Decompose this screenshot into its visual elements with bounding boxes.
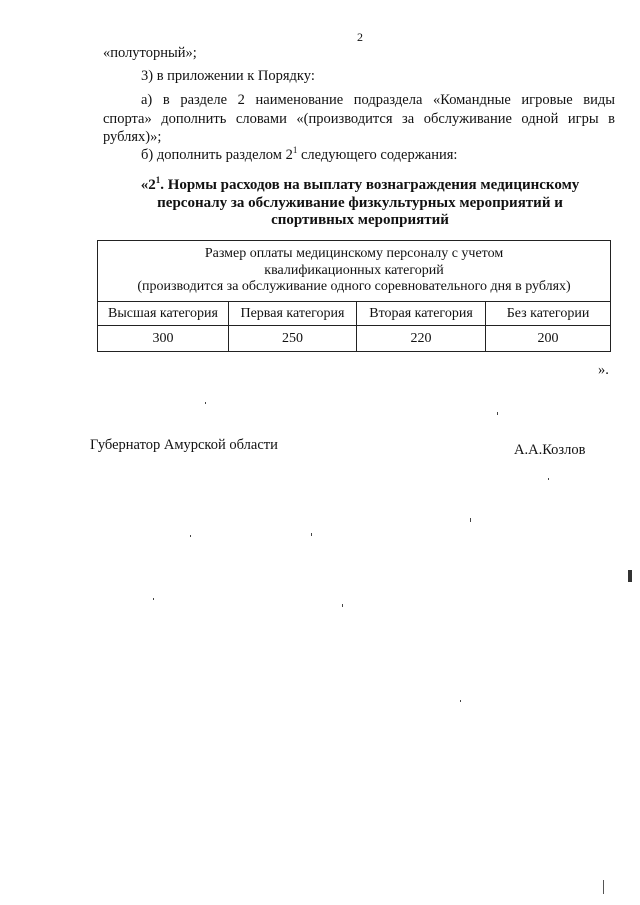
scan-edge-mark [628, 570, 632, 582]
scan-edge-mark [603, 880, 610, 894]
paragraph-item-b-text-end: следующего содержания: [297, 147, 458, 163]
signature-name: А.А.Козлов [514, 442, 586, 458]
table-header-line1: Размер оплаты медицинскому персоналу с учетом [204, 246, 504, 262]
scan-speck [470, 518, 471, 522]
scan-speck [190, 535, 191, 537]
closing-quote: ». [598, 362, 609, 378]
paragraph-item-b-text: б) дополнить разделом 2 [141, 147, 293, 163]
scan-speck [311, 533, 312, 536]
page-number: 2 [357, 30, 363, 44]
section-title [100, 177, 620, 230]
paragraph-item-a-line3: рублях)»; [103, 129, 162, 145]
section-title-line1 [100, 177, 620, 195]
table-row [98, 326, 611, 352]
table-header-line2: квалификационных категорий [264, 262, 444, 278]
scan-speck [497, 412, 498, 415]
paragraph-item-b [141, 147, 457, 164]
paragraph-item-a-line2: спорта» дополнить словами «(производится за обслуживание одной игры в [103, 111, 615, 127]
superscript-one: 1 [292, 145, 298, 155]
signature-position: Губернатор Амурской области [90, 437, 278, 453]
column-header-none: Без категории [486, 302, 611, 326]
section-title-line3: спортивных мероприятий [271, 212, 449, 228]
column-header-second: Вторая категория [357, 302, 486, 326]
paragraph-item-3: 3) в приложении к Порядку: [141, 68, 315, 84]
value-highest: 300 [98, 326, 229, 352]
table-header-line3: (производится за обслуживание одного соревновательного дня в рублях) [137, 279, 571, 295]
scan-speck [342, 604, 343, 607]
table-column-headers [98, 302, 611, 326]
scan-speck [548, 478, 549, 480]
paragraph-continuation: «полуторный»; [103, 45, 197, 61]
section-title-superscript: 1 [155, 175, 161, 185]
norms-table [97, 240, 611, 352]
paragraph-item-a-line1: а) в разделе 2 наименование подраздела «Командные игровые виды [141, 92, 615, 108]
value-first: 250 [229, 326, 357, 352]
scan-speck [153, 598, 154, 600]
value-none: 200 [486, 326, 611, 352]
section-title-number: «2 [140, 177, 156, 193]
scan-speck [205, 402, 206, 404]
column-header-first: Первая категория [229, 302, 357, 326]
table-header-cell [98, 241, 611, 302]
scan-speck [460, 700, 461, 702]
column-header-highest: Высшая категория [98, 302, 229, 326]
section-title-text: . Нормы расходов на выплату вознаграждения медицинскому [160, 177, 580, 193]
value-second: 220 [357, 326, 486, 352]
section-title-line2: персоналу за обслуживание физкультурных мероприятий и [157, 194, 563, 211]
